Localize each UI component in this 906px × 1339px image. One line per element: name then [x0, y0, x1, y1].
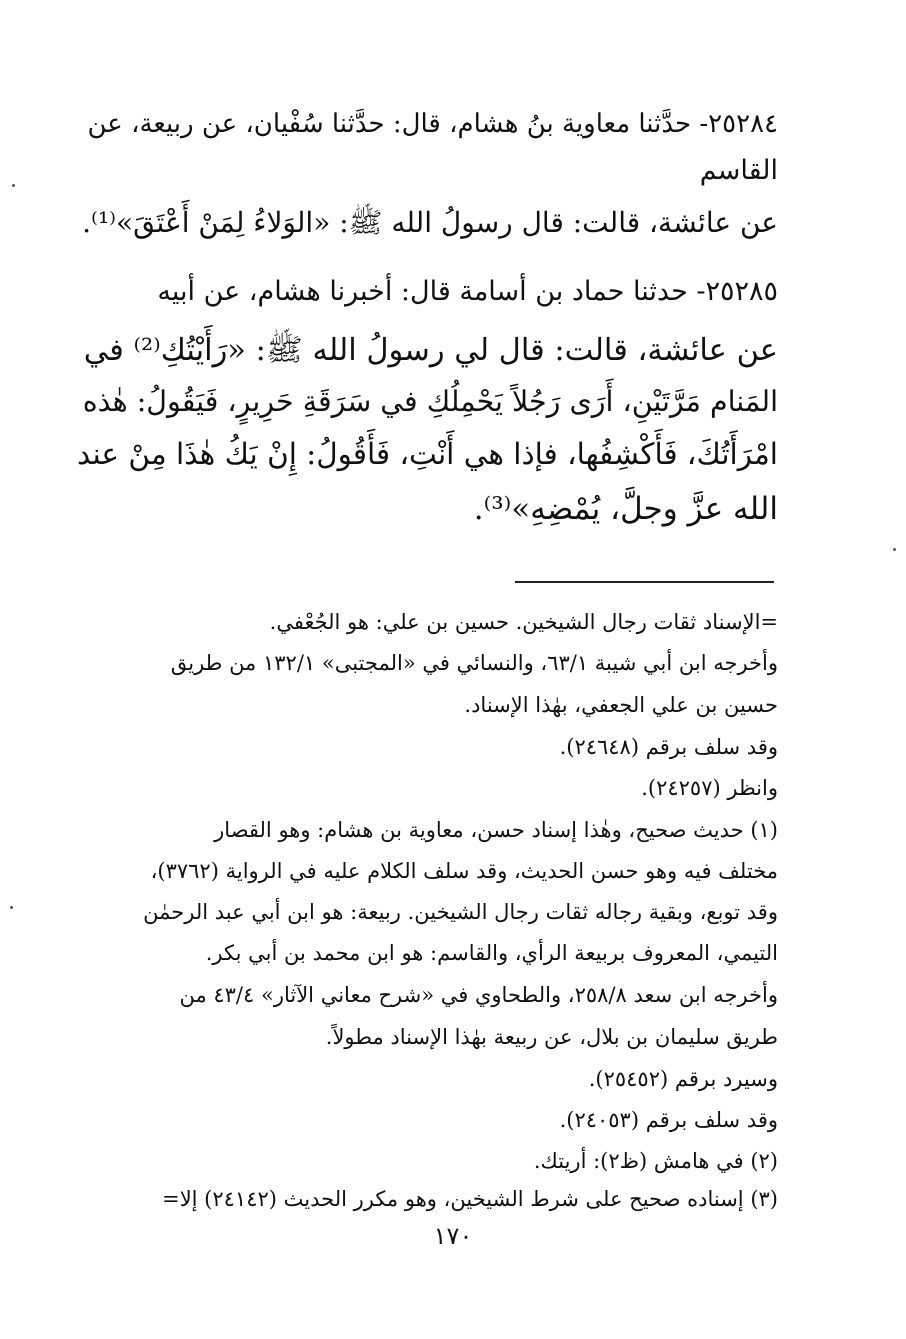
- footnote-line: =الإسناد ثقات رجال الشيخين. حسين بن علي: هو الجُعْفي.: [269, 610, 778, 634]
- scan-speck: [893, 548, 896, 551]
- footnote-line: وانظر (٢٤٢٥٧).: [641, 776, 778, 800]
- footnote-1-line: وسيرد برقم (٢٥٤٥٢).: [588, 1067, 778, 1091]
- footnote-3: (٣) إسناده صحيح على شرط الشيخين، وهو مكرر الحديث (٢٤١٤٢) إلا=: [162, 1187, 778, 1211]
- footnote-separator: [515, 581, 774, 583]
- footnote-line: وقد سلف برقم (٢٤٦٤٨).: [559, 735, 778, 759]
- footnote-2: (٢) في هامش (ظ٢): أريتك.: [533, 1149, 778, 1173]
- footnote-1-line: وقد توبع، وبقية رجاله ثقات رجال الشيخين. ربيعة: هو ابن أبي عبد الرحمٰن: [143, 900, 778, 924]
- hadith-25284-line-2: القاسم: [699, 155, 778, 186]
- hadith-25284-matn: عن عائشة، قالت: قال رسولُ الله ﷺ: «الوَلاءُ لِمَنْ أَعْتَقَ»⁽¹⁾.: [82, 206, 778, 239]
- hadith-25285-matn-line-4: الله عزَّ وجلَّ، يُمْضِهِ»⁽³⁾.: [473, 491, 778, 527]
- footnote-1-line: مختلف فيه وهو حسن الحديث، وقد سلف الكلام عليه في الرواية (٣٧٦٢)،: [150, 859, 778, 883]
- footnote-1-line: طريق سليمان بن بلال، عن ربيعة بهٰذا الإسناد مطولاً.: [325, 1025, 778, 1049]
- footnote-1-line: (١) حديث صحيح، وهٰذا إسناد حسن، معاوية بن هشام: وهو القصار: [214, 818, 778, 842]
- page-number: ١٧٠: [433, 1222, 473, 1250]
- hadith-25285-line-1: ٢٥٢٨٥- حدثنا حماد بن أسامة قال: أخبرنا هشام، عن أبيه: [157, 276, 778, 307]
- hadith-25285-matn-line-3: امْرَأَتُكَ، فَأَكْشِفُها، فإذا هي أَنْتِ، فَأَقُولُ: إِنْ يَكُ هٰذَا مِنْ عند: [77, 437, 778, 471]
- hadith-25285-matn-line-1: عن عائشة، قالت: قال لي رسولُ الله ﷺ: «رَأَيْتُكِ⁽²⁾ في: [83, 333, 778, 368]
- footnote-line: حسين بن علي الجعفي، بهٰذا الإسناد.: [464, 693, 778, 717]
- scan-speck: [12, 184, 15, 187]
- footnote-1-line: وقد سلف برقم (٢٤٠٥٣).: [559, 1108, 778, 1132]
- scan-speck: [10, 906, 13, 909]
- footnote-1-line: التيمي، المعروف بربيعة الرأي، والقاسم: هو ابن محمد بن أبي بكر.: [205, 941, 778, 965]
- footnote-line: وأخرجه ابن أبي شيبة ٦٣/١، والنسائي في «المجتبى» ١٣٢/١ من طريق: [170, 651, 778, 675]
- footnote-1-line: وأخرجه ابن سعد ٢٥٨/٨، والطحاوي في «شرح معاني الآثار» ٤٣/٤ من: [179, 983, 778, 1007]
- hadith-25284-line-1: ٢٥٢٨٤- حدَّثنا معاوية بنُ هشام، قال: حدَّثنا سُفْيان، عن ربيعة، عن: [87, 109, 778, 139]
- hadith-25285-matn-line-2: المَنام مَرَّتَيْنِ، أَرَى رَجُلاً يَحْمِلُكِ في سَرَقَةِ حَرِيرٍ، فَيَقُولُ: هٰذه: [82, 385, 778, 418]
